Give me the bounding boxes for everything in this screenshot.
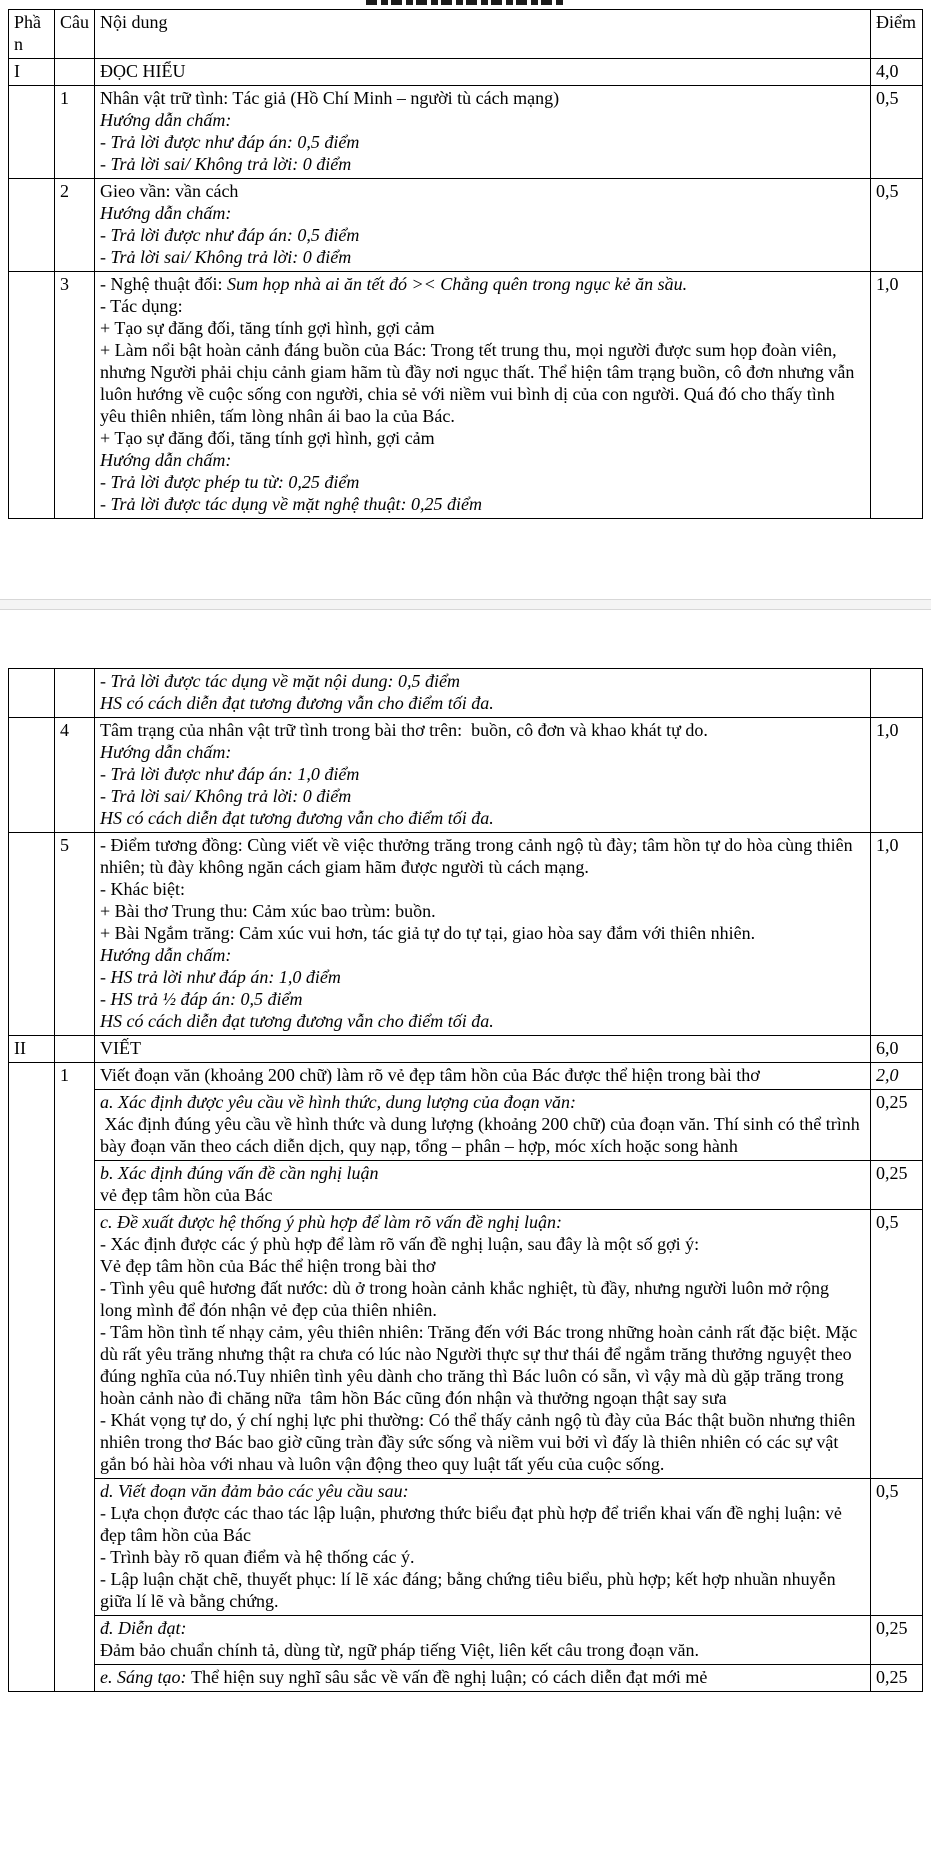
cell-content xyxy=(95,669,871,718)
text-segment: - Tình yêu quê hương đất nước: dù ở trong hoàn cảnh khắc nghiệt, tù đầy, nhưng người luôn mở rộng long mình để đón nhận vẻ đẹp của thiên nhiên. xyxy=(100,1278,834,1320)
text-segment: c. Đề xuất được hệ thống ý phù hợp để làm rõ vấn đề nghị luận: xyxy=(100,1212,562,1232)
text-segment: vẻ đẹp tâm hồn của Bác xyxy=(100,1185,273,1205)
text-segment: - Trình bày rõ quan điểm và hệ thống các ý. xyxy=(100,1547,415,1567)
text-segment: Hướng dẫn chấm: xyxy=(100,110,232,130)
text-segment: Viết đoạn văn (khoảng 200 chữ) làm rõ vẻ đẹp tâm hồn của Bác được thể hiện trong bài thơ xyxy=(100,1065,760,1085)
paragraph xyxy=(876,60,917,82)
text-segment: 4 xyxy=(60,720,69,740)
text-segment: - Trả lời sai/ Không trả lời: 0 điểm xyxy=(100,154,352,174)
subrow-d xyxy=(9,1479,923,1616)
row-question-2 xyxy=(9,179,923,272)
text-segment: Điểm xyxy=(876,12,916,32)
text-segment: - Trả lời được tác dụng về mặt nghệ thuật: 0,25 điểm xyxy=(100,494,482,514)
paragraph xyxy=(100,834,865,878)
answer-table-2 xyxy=(8,668,923,1692)
paragraph xyxy=(100,1064,865,1086)
text-segment: HS có cách diễn đạt tương đương vẫn cho điểm tối đa. xyxy=(100,693,494,713)
cell-points xyxy=(871,1036,923,1063)
paragraph xyxy=(100,1184,865,1206)
paragraph xyxy=(100,60,865,82)
text-segment: - Trả lời được tác dụng về mặt nội dung: 0,5 điểm xyxy=(100,671,460,691)
paragraph xyxy=(100,471,865,493)
header-cell-content xyxy=(95,10,871,59)
text-segment: II xyxy=(14,1038,26,1058)
paragraph xyxy=(60,11,89,33)
paragraph xyxy=(100,224,865,246)
paragraph xyxy=(14,1037,49,1059)
row-question-1 xyxy=(9,86,923,179)
text-segment: 0,5 xyxy=(876,1481,899,1501)
text-segment: Tâm trạng của nhân vật trữ tình trong bài thơ trên: buồn, cô đơn và khao khát tự do. xyxy=(100,720,708,740)
paragraph xyxy=(100,741,865,763)
cell-points xyxy=(871,833,923,1036)
text-segment: 0,25 xyxy=(876,1618,908,1638)
row-question-5 xyxy=(9,833,923,1036)
paragraph xyxy=(100,1010,865,1032)
paragraph xyxy=(100,670,865,692)
paragraph xyxy=(100,1211,865,1233)
cell-part xyxy=(9,833,55,1036)
paragraph xyxy=(14,11,49,55)
paragraph xyxy=(100,1568,865,1612)
text-segment: 0,25 xyxy=(876,1667,908,1687)
cell-content xyxy=(95,1090,871,1161)
cell-points xyxy=(871,669,923,718)
subrow-a xyxy=(9,1090,923,1161)
cell-part xyxy=(9,179,55,272)
paragraph xyxy=(100,1480,865,1502)
header-cell-points xyxy=(871,10,923,59)
cell-points xyxy=(871,1210,923,1479)
page-break-band xyxy=(0,599,931,610)
paragraph xyxy=(100,763,865,785)
paragraph xyxy=(100,317,865,339)
cell-part xyxy=(9,59,55,86)
paragraph xyxy=(876,1064,917,1086)
page-gap-bottom xyxy=(0,610,931,668)
paragraph xyxy=(876,1480,917,1502)
text-segment: b. Xác định đúng vấn đề cần nghị luận xyxy=(100,1163,379,1183)
paragraph xyxy=(876,1162,917,1184)
text-segment: 1 xyxy=(60,88,69,108)
cell-content xyxy=(95,86,871,179)
row-question-4 xyxy=(9,718,923,833)
cell-question xyxy=(55,833,95,1036)
text-segment: Vẻ đẹp tâm hồn của Bác thể hiện trong bài thơ xyxy=(100,1256,436,1276)
cell-content xyxy=(95,1479,871,1616)
cell-content xyxy=(95,1036,871,1063)
cell-part xyxy=(9,718,55,833)
text-segment: Nhân vật trữ tình: Tác giả (Hồ Chí Minh – người tù cách mạng) xyxy=(100,88,560,108)
cell-content xyxy=(95,1161,871,1210)
paragraph xyxy=(100,1502,865,1546)
text-segment: - HS trả lời như đáp án: 1,0 điểm xyxy=(100,967,341,987)
text-segment: + Tạo sự đăng đối, tăng tính gợi hình, gợi cảm xyxy=(100,428,435,448)
cell-content xyxy=(95,1210,871,1479)
text-segment: - Điểm tương đồng: Cùng viết về việc thưởng trăng trong cảnh ngộ tù đày; tâm hồn tự do hòa cùng thiên nhiên; tù đày không ngăn cách giam hãm được người tù cách mạng. xyxy=(100,835,858,877)
cell-question xyxy=(55,669,95,718)
paragraph xyxy=(100,153,865,175)
paragraph xyxy=(100,131,865,153)
text-segment: Câu xyxy=(60,12,89,32)
text-segment: Hướng dẫn chấm: xyxy=(100,945,232,965)
cell-points xyxy=(871,1063,923,1090)
text-segment: Hướng dẫn chấm: xyxy=(100,203,232,223)
paragraph xyxy=(100,944,865,966)
text-segment: - Trả lời sai/ Không trả lời: 0 điểm xyxy=(100,247,352,267)
cell-points xyxy=(871,1161,923,1210)
header-cell-part xyxy=(9,10,55,59)
paragraph xyxy=(60,273,89,295)
paragraph xyxy=(100,719,865,741)
cell-content xyxy=(95,59,871,86)
text-segment: HS có cách diễn đạt tương đương vẫn cho điểm tối đa. xyxy=(100,1011,494,1031)
paragraph xyxy=(100,11,865,33)
text-segment: Gieo vần: vần cách xyxy=(100,181,239,201)
cell-points xyxy=(871,1479,923,1616)
text-segment: d. Viết đoạn văn đảm bảo các yêu cầu sau: xyxy=(100,1481,409,1501)
text-segment: - Trả lời được như đáp án: 1,0 điểm xyxy=(100,764,360,784)
text-segment: Hướng dẫn chấm: xyxy=(100,742,232,762)
cell-question xyxy=(55,718,95,833)
cell-content xyxy=(95,718,871,833)
text-segment: 0,25 xyxy=(876,1163,908,1183)
paragraph xyxy=(100,1409,865,1475)
paragraph xyxy=(876,719,917,741)
cell-points xyxy=(871,59,923,86)
text-segment: Nội dung xyxy=(100,12,168,32)
text-segment: + Tạo sự đăng đối, tăng tính gợi hình, gợi cảm xyxy=(100,318,435,338)
text-segment: e. Sáng tạo: xyxy=(100,1667,191,1687)
paragraph xyxy=(60,834,89,856)
text-segment: Đảm bảo chuẩn chính tả, dùng từ, ngữ pháp tiếng Việt, liên kết câu trong đoạn văn. xyxy=(100,1640,699,1660)
cell-question xyxy=(55,86,95,179)
paragraph xyxy=(100,922,865,944)
text-segment: 3 xyxy=(60,274,69,294)
paragraph xyxy=(100,339,865,427)
paragraph xyxy=(14,60,49,82)
paragraph xyxy=(60,1064,89,1086)
paragraph xyxy=(100,900,865,922)
text-segment: 0,5 xyxy=(876,1212,899,1232)
row-question-3 xyxy=(9,272,923,519)
header-row xyxy=(9,10,923,59)
paragraph xyxy=(876,1666,917,1688)
text-segment: - Khát vọng tự do, ý chí nghị lực phi thường: Có thể thấy cảnh ngộ tù đày của Bác thật buồn nhưng thiên nhiên trong thơ Bác bao giờ cũng tràn đầy sức sống và niềm vui bởi vì đấy là thiên nhiên có các sự vật gắn bó hài hòa với nhau và luôn vận động theo quy luật tất yếu của cuộc sống. xyxy=(100,1410,860,1474)
paragraph xyxy=(100,427,865,449)
section-row-viet xyxy=(9,1036,923,1063)
text-segment: 1,0 xyxy=(876,274,899,294)
text-segment: 0,25 xyxy=(876,1092,908,1112)
text-segment: Sum họp nhà ai ăn tết đó >< Chẳng quên trong ngục kẻ ăn sầu. xyxy=(226,274,688,294)
cell-question xyxy=(55,179,95,272)
text-segment: đ. Diễn đạt: xyxy=(100,1618,187,1638)
paragraph xyxy=(100,1255,865,1277)
paragraph xyxy=(100,988,865,1010)
text-segment: 2 xyxy=(60,181,69,201)
paragraph xyxy=(876,1091,917,1113)
paragraph xyxy=(60,719,89,741)
subrow-c xyxy=(9,1210,923,1479)
paragraph xyxy=(100,807,865,829)
paragraph xyxy=(100,449,865,471)
paragraph xyxy=(100,1037,865,1059)
row-part2-question-1 xyxy=(9,1063,923,1090)
cell-part xyxy=(9,669,55,718)
text-segment: a. Xác định được yêu cầu về hình thức, dung lượng của đoạn văn: xyxy=(100,1092,577,1112)
text-segment: - Lập luận chặt chẽ, thuyết phục: lí lẽ xác đáng; bằng chứng tiêu biểu, phù hợp; kết hợp nhuần nhuyễn giữa lí lẽ và bằng chứng. xyxy=(100,1569,841,1611)
cell-part xyxy=(9,1036,55,1063)
text-segment: 5 xyxy=(60,835,69,855)
cell-points xyxy=(871,1090,923,1161)
cell-part xyxy=(9,272,55,519)
text-segment: 0,5 xyxy=(876,88,899,108)
paragraph xyxy=(876,87,917,109)
paragraph xyxy=(100,1233,865,1255)
paragraph xyxy=(100,202,865,224)
cell-content xyxy=(95,1616,871,1665)
paragraph xyxy=(100,878,865,900)
text-segment: - Trả lời được như đáp án: 0,5 điểm xyxy=(100,225,360,245)
cell-content xyxy=(95,1665,871,1692)
answer-table-1 xyxy=(8,9,923,519)
cell-content xyxy=(95,272,871,519)
paragraph xyxy=(876,273,917,295)
subrow-dd xyxy=(9,1616,923,1665)
subrow-b xyxy=(9,1161,923,1210)
text-segment: Phần xyxy=(14,12,41,54)
text-segment: - Trả lời được phép tu từ: 0,25 điểm xyxy=(100,472,360,492)
text-segment: 2,0 xyxy=(876,1065,899,1085)
text-segment: - HS trả ½ đáp án: 0,5 điểm xyxy=(100,989,303,1009)
cell-points xyxy=(871,1616,923,1665)
cell-points xyxy=(871,1665,923,1692)
cell-question xyxy=(55,59,95,86)
row-question-3-continued xyxy=(9,669,923,718)
paragraph xyxy=(876,1211,917,1233)
cell-points xyxy=(871,718,923,833)
paragraph xyxy=(100,109,865,131)
subrow-e xyxy=(9,1665,923,1692)
paragraph xyxy=(100,180,865,202)
text-segment: - Lựa chọn được các thao tác lập luận, phương thức biểu đạt phù hợp để triển khai vấn đề nghị luận: vẻ đẹp tâm hồn của Bác xyxy=(100,1503,847,1545)
paragraph xyxy=(876,1617,917,1639)
text-segment: - Trả lời sai/ Không trả lời: 0 điểm xyxy=(100,786,352,806)
cell-content xyxy=(95,179,871,272)
page-gap-top xyxy=(0,519,931,599)
text-segment: 1 xyxy=(60,1065,69,1085)
section-row-doc-hieu xyxy=(9,59,923,86)
text-segment: Xác định đúng yêu cầu về hình thức và dung lượng (khoảng 200 chữ) của đoạn văn. Thí sinh có thể trình bày đoạn văn theo cách diễn dịch, quy nạp, tổng – phân – hợp, móc xích hoặc song hành xyxy=(100,1114,865,1156)
cell-part xyxy=(9,86,55,179)
text-segment: 0,5 xyxy=(876,181,899,201)
paragraph xyxy=(100,1277,865,1321)
paragraph xyxy=(100,1162,865,1184)
paragraph xyxy=(876,1037,917,1059)
paragraph xyxy=(876,11,917,33)
paragraph xyxy=(100,1091,865,1113)
paragraph xyxy=(876,180,917,202)
text-segment: ĐỌC HIỂU xyxy=(100,61,186,81)
paragraph xyxy=(100,1321,865,1409)
text-segment: I xyxy=(14,61,20,81)
cell-part xyxy=(9,1063,55,1692)
text-segment: + Bài thơ Trung thu: Cảm xúc bao trùm: buồn. xyxy=(100,901,436,921)
cell-question xyxy=(55,1063,95,1692)
paragraph xyxy=(100,273,865,295)
paragraph xyxy=(100,692,865,714)
cell-points xyxy=(871,86,923,179)
paragraph xyxy=(100,1113,865,1157)
paragraph xyxy=(100,87,865,109)
text-segment: - Tác dụng: xyxy=(100,296,183,316)
text-segment: Hướng dẫn chấm: xyxy=(100,450,232,470)
text-segment: Thể hiện suy nghĩ sâu sắc về vấn đề nghị luận; có cách diễn đạt mới mẻ xyxy=(190,1667,708,1687)
text-segment: + Bài Ngắm trăng: Cảm xúc vui hơn, tác giả tự do tự tại, giao hòa say đắm với thiên nhiên. xyxy=(100,923,756,943)
paragraph xyxy=(876,834,917,856)
cell-content xyxy=(95,833,871,1036)
paragraph xyxy=(60,180,89,202)
cell-question xyxy=(55,1036,95,1063)
paragraph xyxy=(100,246,865,268)
text-segment: HS có cách diễn đạt tương đương vẫn cho điểm tối đa. xyxy=(100,808,494,828)
text-segment: 1,0 xyxy=(876,720,899,740)
paragraph xyxy=(100,493,865,515)
text-segment: 4,0 xyxy=(876,61,899,81)
paragraph xyxy=(100,1546,865,1568)
text-segment: - Tâm hồn tình tế nhạy cảm, yêu thiên nhiên: Trăng đến với Bác trong những hoàn cảnh rất đặc biệt. Mặc dù rất yêu trăng nhưng thật ra chưa có lúc nào Người thực sự thư thái để ngắm trăng thưởng nguyệt theo đúng nghĩa của nó.Tuy nhiên tình yêu dành cho trăng thì Bác luôn có sẵn, vì vậy mà dù gặp trăng trong hoàn cảnh nào đi chăng nữa tâm hồn Bác cũng đón nhận và thưởng ngoạn thật say sưa xyxy=(100,1322,862,1408)
paragraph xyxy=(100,1666,865,1688)
cell-question xyxy=(55,272,95,519)
cell-points xyxy=(871,179,923,272)
cell-points xyxy=(871,272,923,519)
paragraph xyxy=(100,966,865,988)
paragraph xyxy=(100,1639,865,1661)
text-segment: - Nghệ thuật đối: xyxy=(100,274,227,294)
cell-content xyxy=(95,1063,871,1090)
text-segment: VIẾT xyxy=(100,1038,141,1058)
paragraph xyxy=(100,295,865,317)
paragraph xyxy=(60,87,89,109)
text-segment: + Làm nổi bật hoàn cảnh đáng buồn của Bác: Trong tết trung thu, mọi người được sum họp đoàn viên, nhưng Người phải chịu cảnh giam hãm tù đầy nơi ngục thất. Thể hiện tâm trạng buồn, cô đơn nhưng vẫn luôn hướng về cuộc sống con người, chia sẻ với niềm vui bình dị của con người. Quá đó cho thấy tình yêu thiên nhiên, tấm lòng nhân ái bao la của Bác. xyxy=(100,340,859,426)
text-segment: 1,0 xyxy=(876,835,899,855)
paragraph xyxy=(100,785,865,807)
text-segment: - Khác biệt: xyxy=(100,879,185,899)
text-segment: 6,0 xyxy=(876,1038,899,1058)
paragraph xyxy=(100,1617,865,1639)
text-segment: - Trả lời được như đáp án: 0,5 điểm xyxy=(100,132,360,152)
header-cell-question xyxy=(55,10,95,59)
text-segment: - Xác định được các ý phù hợp để làm rõ vấn đề nghị luận, sau đây là một số gợi ý: xyxy=(100,1234,700,1254)
